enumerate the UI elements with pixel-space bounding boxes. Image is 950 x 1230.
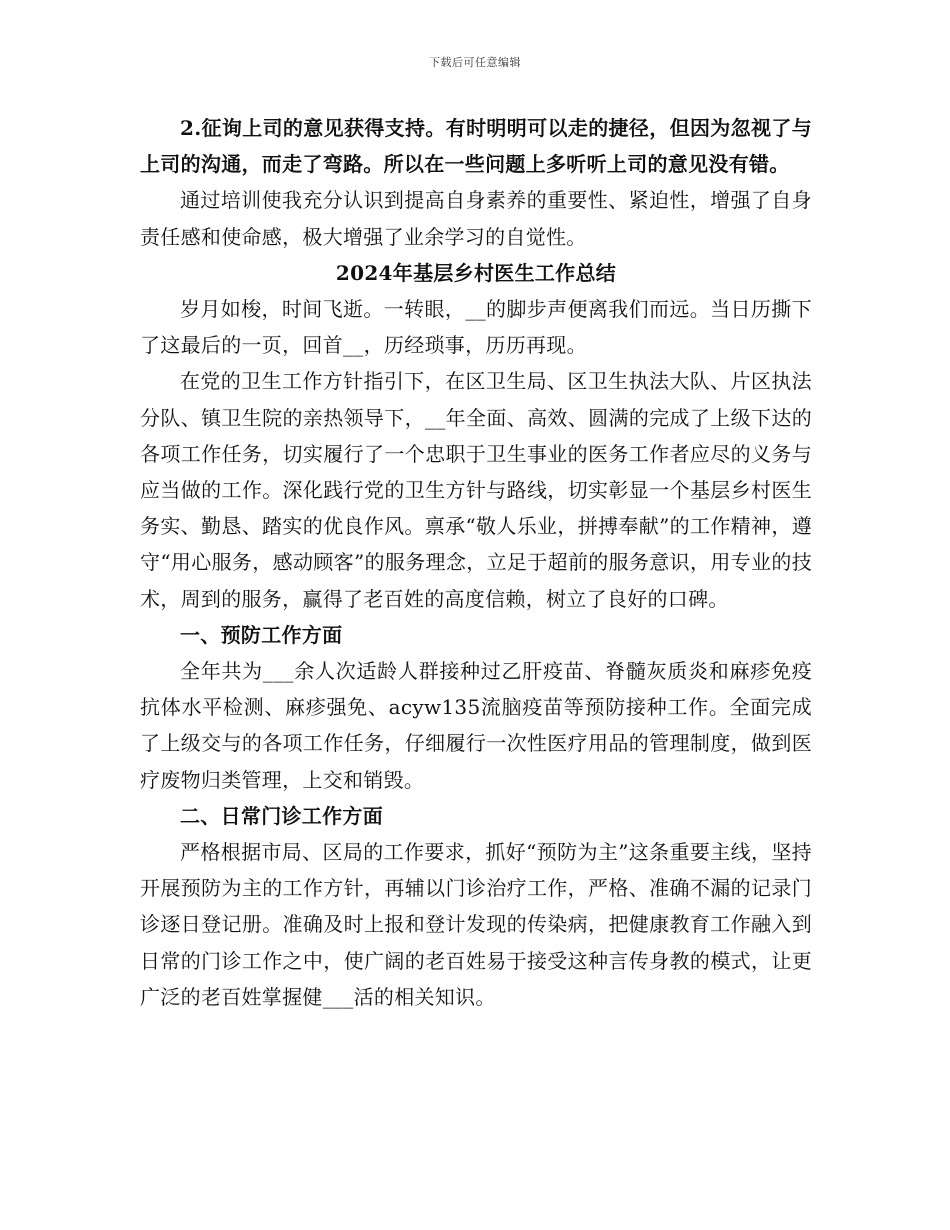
section-heading-prevention: 一、预防工作方面: [180, 622, 343, 647]
paragraph-intro: 岁月如梭，时间飞逝。一转眼，__的脚步声便离我们而远。当日历撕下了这最后的一页，回首__，历经琐事，历历再现。: [140, 297, 812, 358]
page-header: 下载后可任意编辑: [429, 56, 521, 69]
paragraph-prevention: 全年共为___余人次适龄人群接种过乙肝疫苗、脊髓灰质炎和麻疹免疫抗体水平检测、麻疹强免、acyw135流脑疫苗等预防接种工作。全面完成了上级交与的各项工作任务，仔细履行一次性医疗用品的管理制度，做到医疗废物归类管理，上交和销毁。: [140, 659, 812, 792]
paragraph-training-summary: 通过培训使我充分认识到提高自身素养的重要性、紧迫性，增强了自身责任感和使命感，极大增强了业余学习的自觉性。: [140, 188, 812, 249]
paragraph-seek-superior-advice: 2.征询上司的意见获得支持。有时明明可以走的捷径，但因为忽视了与上司的沟通，而走了弯路。所以在一些问题上多听听上司的意见没有错。: [140, 116, 812, 177]
paragraph-outpatient: 严格根据市局、区局的工作要求，抓好“预防为主”这条重要主线，坚持开展预防为主的工作方针，再辅以门诊治疗工作，严格、准确不漏的记录门诊逐日登记册。准确及时上报和登计发现的传染病，把健康教育工作融入到日常的门诊工作之中，使广阔的老百姓易于接受这种言传身教的模式，让更广泛的老百姓掌握健___活的相关知识。: [140, 840, 812, 1009]
section-heading-outpatient: 二、日常门诊工作方面: [180, 803, 383, 828]
document-title: 2024年基层乡村医生工作总结: [335, 260, 617, 285]
document-body: [140, 110, 812, 1015]
paragraph-overview: 在党的卫生工作方针指引下，在区卫生局、区卫生执法大队、片区执法分队、镇卫生院的亲热领导下，__年全面、高效、圆满的完成了上级下达的各项工作任务，切实履行了一个忠职于卫生事业的医务工作者应尽的义务与应当做的工作。深化践行党的卫生方针与路线，切实彰显一个基层乡村医生务实、勤恳、踏实的优良作风。禀承“敬人乐业，拼搏奉献”的工作精神，遵守“用心服务，感动顾客”的服务理念，立足于超前的服务意识，用专业的技术，周到的服务，赢得了老百姓的高度信赖，树立了良好的口碑。: [140, 369, 812, 611]
